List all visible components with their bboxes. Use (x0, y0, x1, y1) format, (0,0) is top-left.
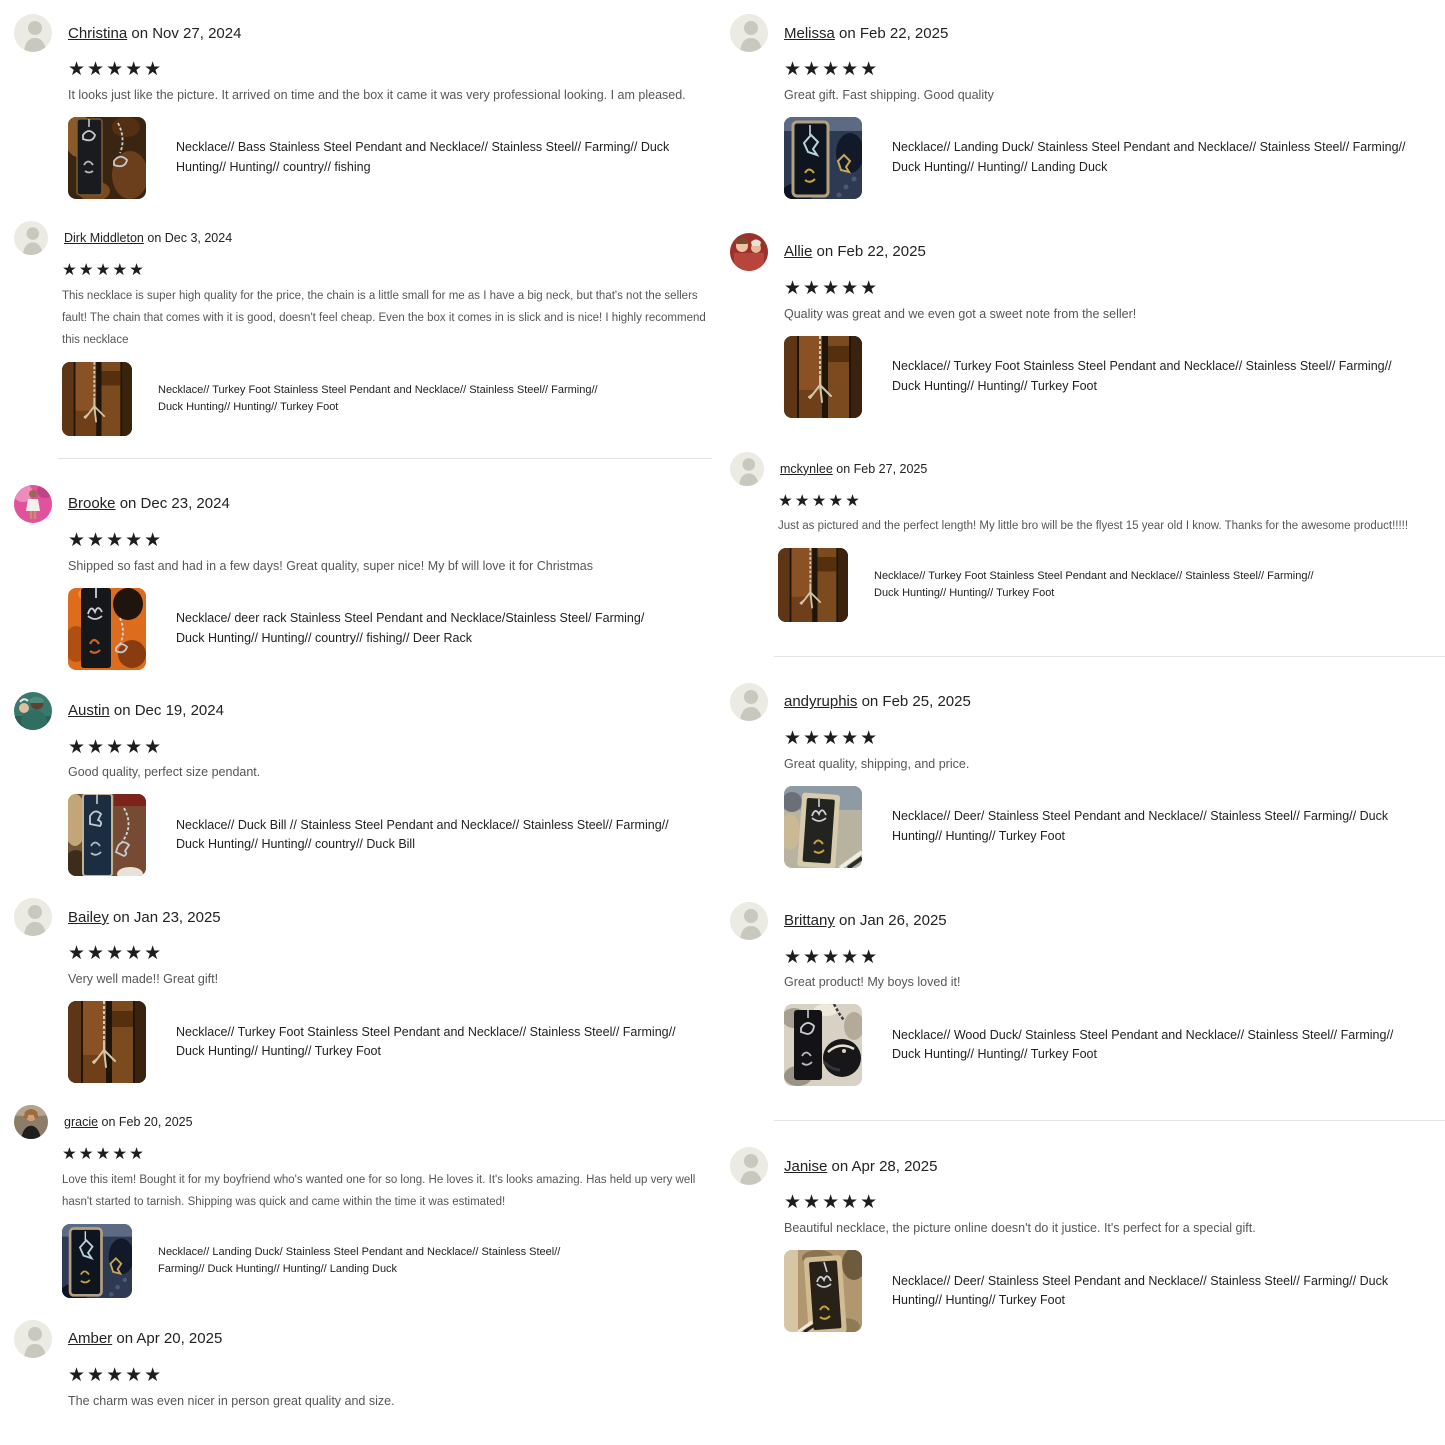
default-avatar (14, 898, 52, 936)
turkey-foot-wood-thumbnail[interactable] (784, 336, 862, 418)
photo-tan-avatar (14, 1105, 48, 1139)
review-byline (68, 495, 230, 512)
product-title-link[interactable]: Necklace// Turkey Foot Stainless Steel Pendant and Necklace// Stainless Steel// Farming// Duck Hunting// Hunting// Turkey Foot (874, 569, 1314, 599)
review-item (14, 1320, 712, 1411)
review-item (730, 683, 1445, 868)
review-date: on Dec 23, 2024 (119, 495, 230, 513)
reviewed-product (784, 786, 1445, 868)
turkey-foot-wood-thumbnail[interactable] (778, 548, 848, 622)
review-item (730, 233, 1445, 418)
photo-pink-avatar (14, 485, 52, 523)
review-byline (68, 25, 241, 42)
review-byline (68, 1330, 222, 1347)
review-header (14, 692, 712, 730)
review-text: The charm was even nicer in person great quality and size. (68, 1393, 395, 1408)
reviewer-name-link[interactable]: andyruphis (784, 693, 858, 711)
review-byline (784, 693, 971, 710)
review-body (68, 737, 712, 877)
review-text: Shipped so fast and had in a few days! Great quality, super nice! My bf will love it for Christmas (68, 558, 594, 573)
review-byline (68, 909, 221, 926)
review-divider (58, 458, 712, 459)
review-item (730, 1147, 1445, 1332)
product-title-link[interactable]: Necklace// Landing Duck/ Stainless Steel Pendant and Necklace// Stainless Steel// Farming// Duck Hunting// Hunting// Landing Duck (158, 1245, 561, 1275)
review-byline (784, 25, 948, 42)
star-rating: ★★★★★ (784, 59, 880, 80)
review-body (68, 59, 712, 199)
review-date: on Nov 27, 2024 (131, 24, 242, 42)
reviewer-name-link[interactable]: Bailey (68, 908, 109, 926)
review-header (730, 1147, 1445, 1185)
review-byline (64, 231, 232, 245)
default-avatar (14, 14, 52, 52)
reviewed-product (778, 548, 1445, 622)
reviewed-product (784, 117, 1445, 199)
review-item (14, 1105, 712, 1298)
star-rating: ★★★★★ (778, 491, 862, 510)
star-rating: ★★★★★ (68, 736, 164, 758)
product-title-link[interactable]: Necklace// Turkey Foot Stainless Steel Pendant and Necklace// Stainless Steel// Farming// Duck Hunting// Hunting// Turkey Foot (176, 1024, 676, 1059)
review-date: on Feb 22, 2025 (839, 24, 949, 42)
review-date: on Feb 22, 2025 (816, 243, 926, 261)
review-body (778, 492, 1445, 622)
review-text: Love this item! Bought it for my boyfriend who's wanted one for so long. He loves it. It's looks amazing. Has held up very well hasn't started to tarnish. Shipping was quick and came within the time it was estimated! (62, 1174, 696, 1209)
default-avatar (730, 902, 768, 940)
default-avatar (730, 683, 768, 721)
default-avatar (14, 1320, 52, 1358)
product-title-link[interactable]: Necklace// Deer/ Stainless Steel Pendant and Necklace// Stainless Steel// Farming// Duck Hunting// Hunting// Turkey Foot (892, 1273, 1389, 1308)
star-rating: ★★★★★ (784, 727, 880, 749)
duck-bill-navy-thumbnail[interactable] (68, 794, 146, 876)
deer-rack-orange-camo-thumbnail[interactable] (68, 588, 146, 670)
review-item (14, 898, 712, 1083)
review-header (730, 683, 1445, 721)
review-body (62, 1145, 712, 1298)
review-date: on Jan 23, 2025 (113, 908, 221, 926)
review-date: on Feb 27, 2025 (836, 461, 928, 476)
review-date: on Feb 20, 2025 (101, 1115, 193, 1130)
review-byline (68, 702, 224, 719)
default-avatar (730, 14, 768, 52)
reviewer-name-link[interactable]: Austin (68, 702, 110, 720)
deer-tan-card-thumbnail[interactable] (784, 1250, 862, 1332)
review-header (730, 902, 1445, 940)
star-rating: ★★★★★ (784, 946, 880, 968)
default-avatar (730, 1147, 768, 1185)
review-text: Great quality, shipping, and price. (784, 756, 970, 771)
review-body (784, 1192, 1445, 1332)
review-header (730, 233, 1445, 271)
review-text: This necklace is super high quality for the price, the chain is a little small for me as I have a big neck, but that's not the sellers fault! The chain that comes with it is good, doesn't feel cheap. Even the box it comes in is slick and is nice! I highly recommend this necklace (62, 289, 706, 347)
review-text: Great gift. Fast shipping. Good quality (784, 87, 994, 102)
deer-gray-card-thumbnail[interactable] (784, 786, 862, 868)
review-item (730, 452, 1445, 622)
review-date: on Apr 20, 2025 (116, 1330, 223, 1348)
star-rating: ★★★★★ (68, 943, 164, 965)
review-item (14, 692, 712, 877)
review-header (14, 14, 712, 52)
reviewed-product (784, 1004, 1445, 1086)
star-rating: ★★★★★ (784, 1192, 880, 1214)
star-rating: ★★★★★ (68, 529, 164, 551)
reviewer-name-link[interactable]: mckynlee (780, 461, 833, 476)
default-avatar (730, 452, 764, 486)
review-item (14, 14, 712, 199)
review-body (62, 261, 712, 436)
review-header (14, 221, 712, 255)
product-title-link[interactable]: Necklace// Deer/ Stainless Steel Pendant and Necklace// Stainless Steel// Farming// Duck Hunting// Hunting// Turkey Foot (892, 809, 1389, 843)
review-text: Beautiful necklace, the picture online doesn't do it justice. It's perfect for a special gift. (784, 1221, 1256, 1236)
review-byline (784, 1158, 937, 1175)
default-avatar (14, 221, 48, 255)
reviewer-name-link[interactable]: Brittany (784, 912, 835, 930)
reviewer-name-link[interactable]: Amber (68, 1330, 113, 1348)
wood-duck-light-camo-thumbnail[interactable] (784, 1004, 862, 1086)
product-title-link[interactable]: Necklace/ deer rack Stainless Steel Pendant and Necklace/Stainless Steel/ Farming/ Duck Hunting// Hunting// country// fishing// Deer Rack (176, 611, 645, 645)
reviews-column-left (14, 14, 712, 1445)
review-text: Just as pictured and the perfect length! My little bro will be the flyest 15 year old I know. Thanks for the awesome product!!!!! (778, 520, 1409, 533)
review-body (68, 530, 712, 670)
reviewer-name-link[interactable]: Melissa (784, 24, 835, 42)
review-text: Very well made!! Great gift! (68, 972, 219, 987)
product-title-link[interactable]: Necklace// Wood Duck/ Stainless Steel Pendant and Necklace// Stainless Steel// Farming// Duck Hunting// Hunting// Turkey Foot (892, 1028, 1394, 1062)
reviewer-name-link[interactable]: Allie (784, 243, 813, 261)
review-byline (784, 912, 947, 929)
product-title-link[interactable]: Necklace// Turkey Foot Stainless Steel Pendant and Necklace// Stainless Steel// Farming// Duck Hunting// Hunting// Turkey Foot (158, 383, 598, 413)
reviews-column-right (730, 14, 1445, 1445)
review-text: Good quality, perfect size pendant. (68, 765, 261, 780)
star-rating: ★★★★★ (62, 1145, 146, 1164)
reviewer-name-link[interactable]: Dirk Middleton (64, 230, 144, 245)
reviewed-product (62, 362, 712, 436)
review-header (14, 898, 712, 936)
reviewer-name-link[interactable]: Brooke (68, 495, 116, 513)
review-date: on Apr 28, 2025 (831, 1157, 938, 1175)
review-byline (64, 1115, 193, 1129)
bass-camo-thumbnail[interactable] (68, 117, 146, 199)
photo-teal-avatar (14, 692, 52, 730)
review-date: on Dec 19, 2024 (113, 702, 224, 720)
turkey-foot-wood-thumbnail[interactable] (68, 1001, 146, 1083)
reviewed-product (68, 588, 712, 670)
review-body (784, 278, 1445, 418)
review-divider (774, 1120, 1445, 1121)
review-body (68, 943, 712, 1083)
reviewer-name-link[interactable]: gracie (64, 1115, 99, 1130)
review-item (730, 902, 1445, 1087)
review-header (14, 1320, 712, 1358)
reviewed-product (784, 336, 1445, 418)
review-body (784, 728, 1445, 868)
review-item (730, 14, 1445, 199)
reviewed-product (784, 1250, 1445, 1332)
photo-red-avatar (730, 233, 768, 271)
review-text: Great product! My boys loved it! (784, 975, 961, 990)
landing-duck-navy-thumbnail[interactable] (784, 117, 862, 199)
reviewer-name-link[interactable]: Christina (68, 24, 128, 42)
reviewed-product (68, 794, 712, 876)
review-date: on Feb 25, 2025 (861, 693, 971, 711)
reviewed-product (62, 1224, 712, 1298)
review-item (14, 485, 712, 670)
reviewed-product (68, 117, 712, 199)
product-title-link[interactable]: Necklace// Duck Bill // Stainless Steel Pendant and Necklace// Stainless Steel// Farming// Duck Hunting// Hunting// country// Duck Bill (176, 818, 669, 852)
reviewed-product (68, 1001, 712, 1083)
product-title-link[interactable]: Necklace// Turkey Foot Stainless Steel Pendant and Necklace// Stainless Steel// Farming// Duck Hunting// Hunting// Turkey Foot (892, 359, 1392, 393)
review-date: on Jan 26, 2025 (839, 912, 947, 930)
review-header (14, 1105, 712, 1139)
star-rating: ★★★★★ (62, 260, 146, 279)
review-header (730, 452, 1445, 486)
review-body (68, 1365, 712, 1411)
star-rating: ★★★★★ (68, 1364, 164, 1386)
review-byline (784, 243, 926, 260)
landing-duck-navy-thumbnail[interactable] (62, 1224, 132, 1298)
review-item (14, 221, 712, 436)
review-date: on Dec 3, 2024 (147, 230, 233, 245)
review-text: It looks just like the picture. It arrived on time and the box it came it was very professional looking. I am pleased. (68, 87, 686, 102)
review-body (784, 59, 1445, 199)
review-header (14, 485, 712, 523)
review-text: Quality was great and we even got a sweet note from the seller! (784, 306, 1137, 321)
reviewer-name-link[interactable]: Janise (784, 1157, 828, 1175)
turkey-foot-wood-thumbnail[interactable] (62, 362, 132, 436)
star-rating: ★★★★★ (784, 277, 880, 299)
star-rating: ★★★★★ (68, 59, 164, 80)
product-title-link[interactable]: Necklace// Bass Stainless Steel Pendant and Necklace// Stainless Steel// Farming// Duck Hunting// Hunting// country// fishing (176, 140, 670, 174)
review-header (730, 14, 1445, 52)
review-body (784, 947, 1445, 1087)
review-divider (774, 656, 1445, 657)
product-title-link[interactable]: Necklace// Landing Duck/ Stainless Steel Pendant and Necklace// Stainless Steel// Farming// Duck Hunting// Hunting// Landing Duck (892, 140, 1406, 174)
review-byline (780, 462, 927, 476)
